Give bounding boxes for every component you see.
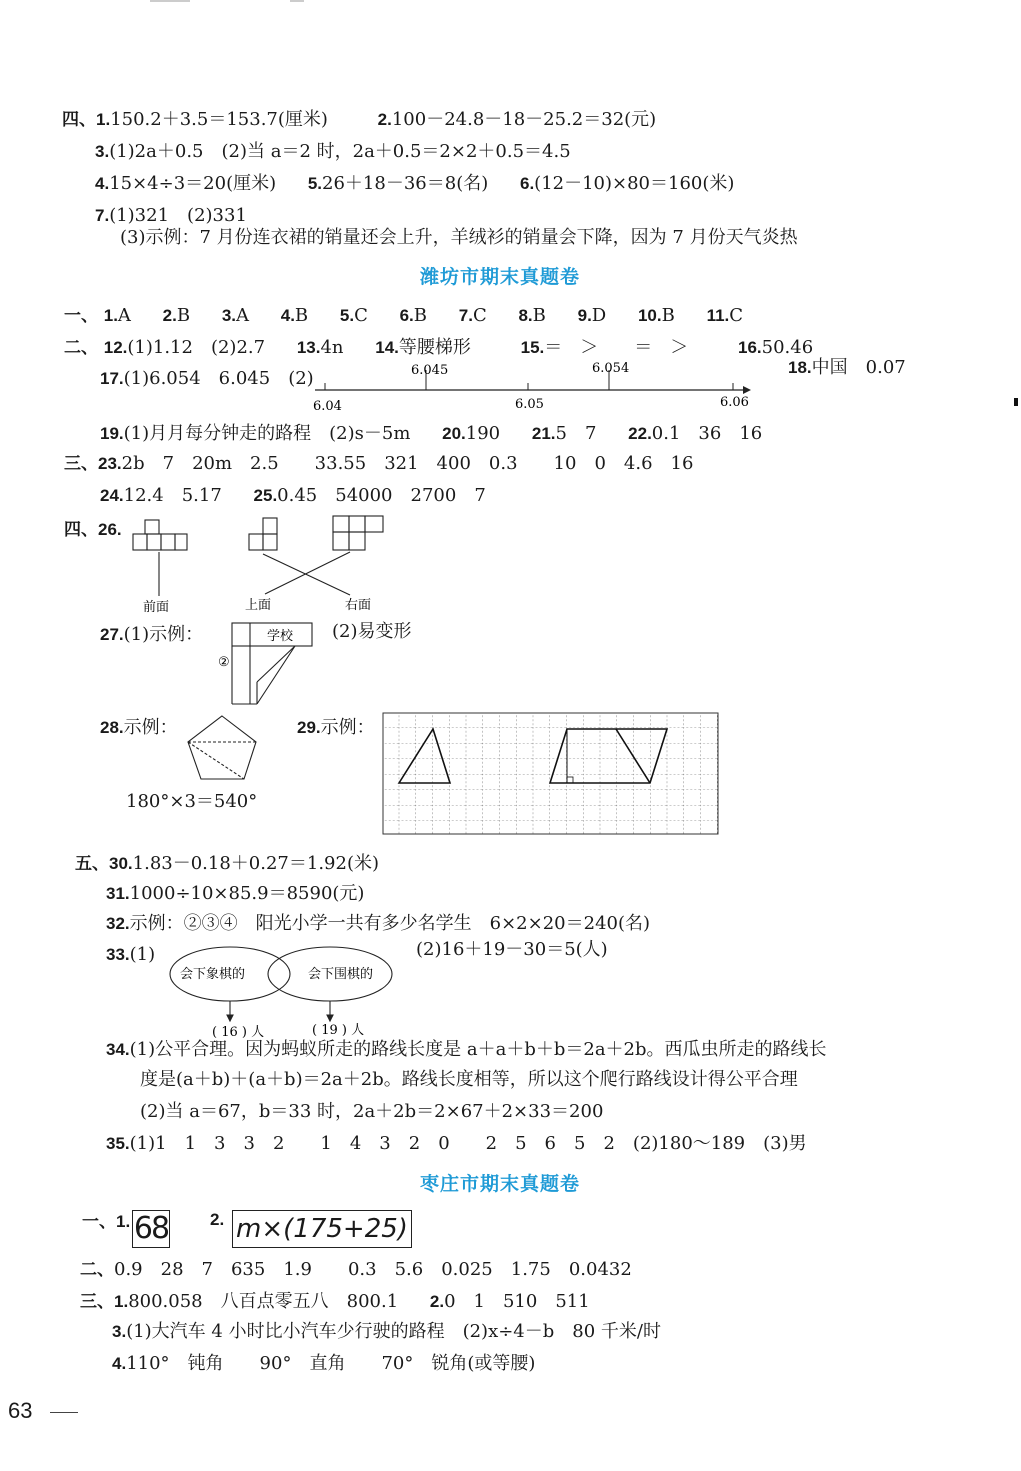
nl-label-605: 6.05 <box>515 397 544 412</box>
weifang-q28: 28.示例： <box>100 717 178 738</box>
pentagon-calc: 180°×3＝540° <box>126 791 258 812</box>
top-scan-mark <box>290 0 304 2</box>
top-scan-mark <box>150 0 190 2</box>
zaozhuang-q2-label: 2. <box>210 1210 225 1229</box>
school-bracket-figure <box>215 620 325 708</box>
zaozhuang-title: 枣庄市期末真题卷 <box>419 1173 580 1195</box>
weifang-s2-line1: 二、 12.(1)1.12 (2)2.7 13.4n 14.等腰梯形 15.＝ ＞ ＝ ＞ 16.50.46 <box>64 337 814 358</box>
weifang-q24-q25: 24.12.4 5.17 25.0.45 54000 2700 7 <box>100 485 486 506</box>
page-number-rule <box>50 1412 78 1413</box>
weifang-q17: 17.(1)6.054 6.045 (2) <box>100 368 314 389</box>
weifang-q23: 三、23.2b 7 20m 2.5 33.55 321 400 0.3 10 0 4.6 16 <box>64 453 694 474</box>
weifang-q26: 四、26. <box>64 520 122 540</box>
weifang-q27-2: (2)易变形 <box>332 621 412 642</box>
weifang-title: 潍坊市期末真题卷 <box>419 266 580 288</box>
number-line-figure <box>305 358 755 414</box>
zaozhuang-q4: 4.110° 钝角 90° 直角 70° 锐角(或等腰) <box>112 1353 536 1374</box>
weifang-q34-l3: (2)当 a＝67，b＝33 时，2a＋2b＝2×67＋2×33＝200 <box>140 1101 604 1122</box>
label-front: 前面 <box>143 600 170 615</box>
three-views-figure <box>125 512 405 617</box>
weifang-q34-l1: 34.(1)公平合理。因为蚂蚁所走的路线长度是 a＋a＋b＋b＝2a＋2b。西瓜虫所走的路线长 <box>106 1039 827 1060</box>
venn-count-right: ( 19 ) 人 <box>312 1023 365 1038</box>
zaozhuang-s1: 一、1. <box>82 1212 131 1232</box>
zaozhuang-s2: 二、0.9 28 7 635 1.9 0.3 5.6 0.025 1.75 0.0432 <box>80 1259 632 1280</box>
line-q7-3: (3)示例：7 月份连衣裙的销量还会上升，羊绒衫的销量会下降，因为 7 月份天气炎热 <box>120 227 798 248</box>
line-q1-q2: 四、1.150.2＋3.5＝153.7(厘米) 2.100－24.8－18－25.2＝32(元) <box>62 109 657 130</box>
nl-label-6054: 6.054 <box>592 361 630 376</box>
venn-left: 会下象棋的 <box>180 967 246 982</box>
edge-mark <box>1014 398 1018 406</box>
venn-right: 会下围棋的 <box>308 967 374 982</box>
weifang-q33-2: (2)16＋19－30＝5(人) <box>416 939 608 960</box>
zaozhuang-s3-q1-q2: 三、1.800.058 八百点零五八 800.1 2.0 1 510 511 <box>80 1291 590 1312</box>
page-number: 63 <box>8 1398 33 1423</box>
answer-box-expression: m×(175+25) <box>232 1210 412 1248</box>
weifang-q31: 31.1000÷10×85.9＝8590(元) <box>106 883 365 904</box>
pentagon-figure <box>182 712 262 782</box>
nl-label-6045: 6.045 <box>411 363 449 378</box>
nl-label-604: 6.04 <box>313 399 342 414</box>
zaozhuang-q3: 3.(1)大汽车 4 小时比小汽车少行驶的路程 (2)x÷4－b 80 千米/时 <box>112 1321 661 1342</box>
line-q7: 7.(1)321 (2)331 <box>95 205 247 226</box>
line-q3: 3.(1)2a＋0.5 (2)当 a＝2 时，2a＋0.5＝2×2＋0.5＝4.5 <box>95 141 571 162</box>
weifang-q33: 33.(1) <box>106 944 156 965</box>
grid-figure <box>382 712 722 838</box>
weifang-s1: 一、 1.A 2.B 3.A 4.B 5.C 6.B 7.C 8.B 9.D 10.B 11.C <box>64 305 744 326</box>
label-top: 上面 <box>245 598 272 613</box>
weifang-q35: 35.(1)1 1 3 3 2 1 4 3 2 0 2 5 6 5 2 (2)180～189 (3)男 <box>106 1133 807 1154</box>
line-q4-q6: 4.15×4÷3＝20(厘米) 5.26＋18－36＝8(名) 6.(12－10)×80＝160(米) <box>95 173 735 194</box>
weifang-q30: 五、30.1.83－0.18＋0.27＝1.92(米) <box>75 853 379 874</box>
weifang-q18: 18.中国 0.07 <box>788 357 906 378</box>
venn-figure <box>168 942 408 1040</box>
nl-label-606: 6.06 <box>720 395 749 410</box>
label-right: 右面 <box>345 598 372 613</box>
weifang-q34-l2: 度是(a＋b)＋(a＋b)＝2a＋2b。路线长度相等，所以这个爬行路线设计得公平合理 <box>140 1069 798 1090</box>
weifang-q32: 32.示例：②③④ 阳光小学一共有多少名学生 6×2×20＝240(名) <box>106 913 651 934</box>
answer-box-68: 68 <box>133 1211 169 1246</box>
weifang-q27: 27.(1)示例： <box>100 624 204 645</box>
weifang-q29: 29.示例： <box>297 717 375 738</box>
weifang-q19-q22: 19.(1)月月每分钟走的路程 (2)s－5m 20.190 21.5 7 22.0.1 36 16 <box>100 423 763 444</box>
venn-count-left: ( 16 ) 人 <box>212 1025 265 1040</box>
circle-2: ② <box>218 655 230 670</box>
school-label: 学校 <box>267 629 294 644</box>
